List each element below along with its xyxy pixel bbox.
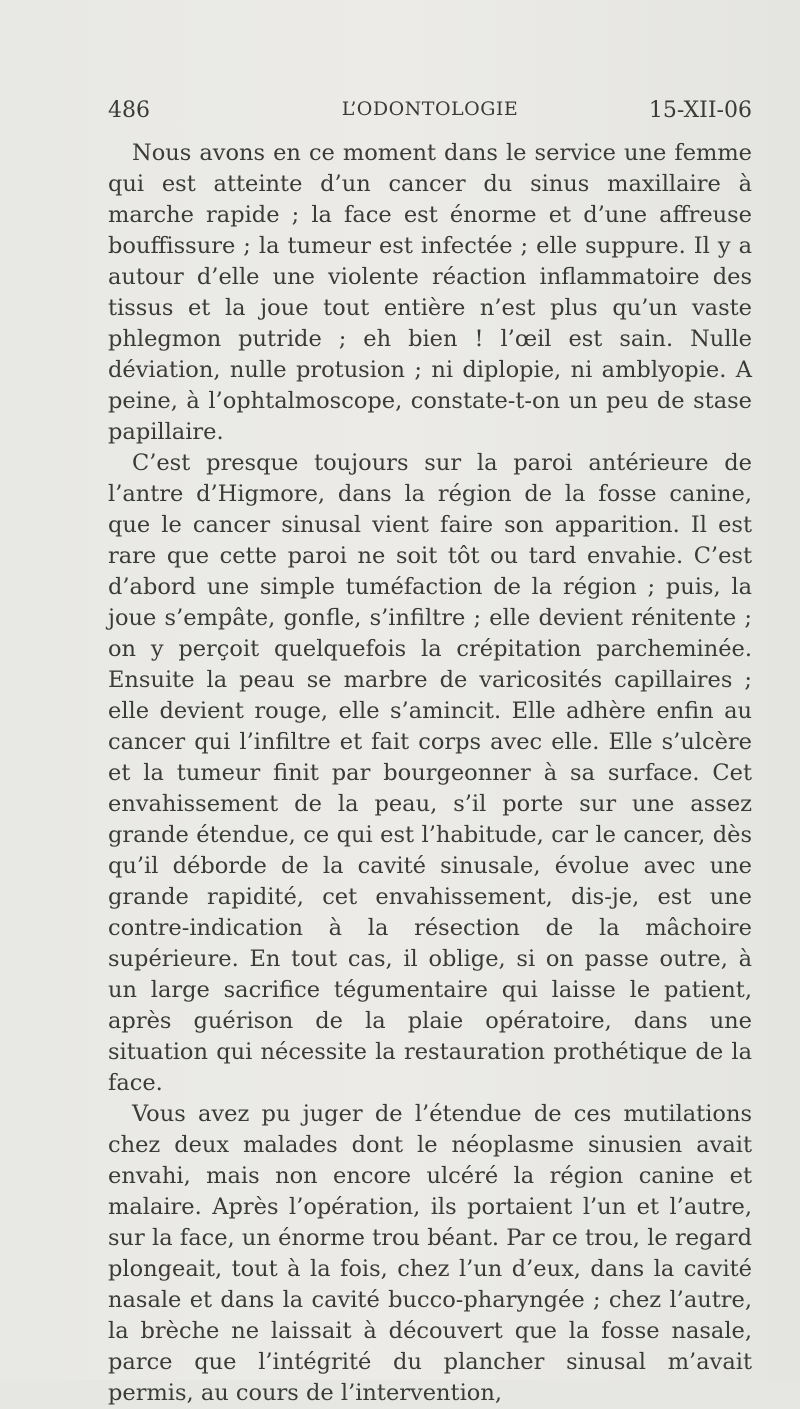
issue-date: 15-XII-06 [648, 98, 752, 123]
running-title: L’ODONTOLOGIE [341, 98, 519, 120]
page-number: 486 [108, 98, 150, 123]
running-header [108, 98, 752, 128]
paragraph: Vous avez pu juger de l’étendue de ces mutilations chez deux malades dont le néoplasme sinusien avait envahi, mais non encore ulcéré la région canine et malaire. Après l’opération, ils portaient l’un et l’autre, sur la face, un énorme trou béant. Par ce trou, le regard plongeait, tout à la fois, chez l’un d’eux, dans la cavité nasale et dans la cavité bucco-pharyngée ; chez l’autre, la brèche ne laissait à découvert que la fosse nasale, parce que l’intégrité du plancher sinusal m’avait permis, au cours de l’intervention, [108, 1101, 752, 1406]
paragraph: Nous avons en ce moment dans le service une femme qui est atteinte d’un cancer du sinus maxillaire à marche rapide ; la face est énorme et d’une affreuse bouffissure ; la tumeur est infectée ; elle suppure. Il y a autour d’elle une violente réaction inflammatoire des tissus et la joue tout entière n’est plus qu’un vaste phlegmon putride ; eh bien ! l’œil est sain. Nulle déviation, nulle protusion ; ni diplopie, ni amblyopie. A peine, à l’ophtalmoscope, constate-t-on un peu de stase papillaire. [108, 140, 752, 445]
paragraph: C’est presque toujours sur la paroi antérieure de l’antre d’Higmore, dans la région de la fosse canine, que le cancer sinusal vient faire son apparition. Il est rare que cette paroi ne soit tôt ou tard envahie. C’est d’abord une simple tuméfaction de la région ; puis, la joue s’empâte, gonfle, s’infiltre ; elle devient rénitente ; on y perçoit quelquefois la crépitation parcheminée. Ensuite la peau se marbre de varicosités capillaires ; elle devient rouge, elle s’amincit. Elle adhère enfin au cancer qui l’infiltre et fait corps avec elle. Elle s’ulcère et la tumeur finit par bourgeonner à sa surface. Cet envahissement de la peau, s’il porte sur une assez grande étendue, ce qui est l’habitude, car le cancer, dès qu’il déborde de la cavité sinusale, évolue avec une grande rapidité, cet envahissement, dis-je, est une contre-indication à la résection de la mâchoire supérieure. En tout cas, il oblige, si on passe outre, à un large sacrifice tégumentaire qui laisse le patient, après guérison de la plaie opératoire, dans une situation qui nécessite la restauration prothétique de la face. [108, 450, 752, 1096]
body-text [108, 138, 752, 1409]
